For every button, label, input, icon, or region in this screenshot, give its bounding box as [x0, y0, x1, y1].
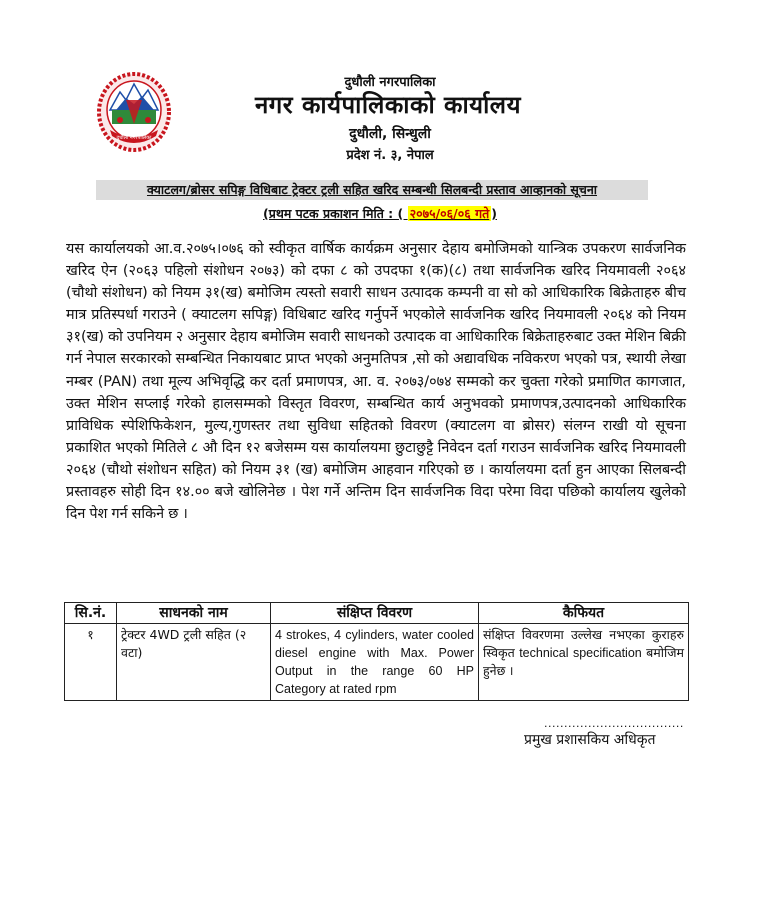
cell-description: 4 strokes, 4 cylinders, water cooled diesel engine with Max. Power Output in the range 60 HP Category at rated rpm	[271, 624, 479, 701]
header-brief-description: संक्षिप्त विवरण	[271, 603, 479, 624]
header-item-name: साधनको नाम	[117, 603, 271, 624]
table-header-row	[65, 603, 689, 624]
notice-title: क्याटलग/ब्रोसर सपिङ्ग विधिबाट ट्रेक्टर ट्रली सहित खरिद सम्बन्धी सिलबन्दी प्रस्ताव आव्हानको सूचना	[96, 180, 648, 200]
province-line: प्रदेश नं. ३, नेपाल	[346, 148, 434, 163]
publication-date-suffix: )	[491, 206, 497, 221]
publication-date-line	[0, 205, 760, 222]
items-table	[64, 602, 689, 701]
table-row	[65, 624, 689, 701]
notice-body: यस कार्यालयको आ.व.२०७५।०७६ को स्वीकृत वार्षिक कार्यक्रम अनुसार देहाय बमोजिमको यान्त्रिक उपकरण सार्वजनिक खरिद ऐन (२०६३ पहिलो संशोधन २०७३) को दफा ८ को उपदफा १(क)(८) तथा सार्वजनिक खरिद नियमावली २०६४ (चौथो संशोधन) को नियम ३१(ख) बमोजिम त्यस्तो सवारी साधन उत्पादक कम्पनी वा सो को आधिकारिक बिक्रेताहरु बीच मात्र प्रतिस्पर्धा गराउने ( क्याटलग सपिङ्ग) विधिबाट खरिद गर्नुपर्ने भएकोले सार्वजनिक खरिद नियमावली २०६४ को नियम ३१(ख) को उपनियम २ अनुसार देहाय बमोजिम सवारी साधनको उत्पादक वा आधिकारिक बिक्रेताहरुबाट उक्त मेशिन बिक्री गर्न नेपाल सरकारको सम्बन्धित निकायबाट प्राप्त भएको अनुमतिपत्र ,सो को अद्यावधिक नविकरण भएको पत्र, स्थायी लेखा नम्बर (PAN) तथा मूल्य अभिवृद्धि कर दर्ता प्रमाणपत्र, आ. व. २०७३/०७४ सम्मको कर चुक्ता गरेको प्रमाणित कागजात, उक्त मेशिन सप्लाई गरेको हालसम्मको विस्तृत विवरण, सम्बन्धित कार्य अनुभवको प्रमाणपत्र,उत्पादनको आधिकारिक प्राविधिक स्पेशिफिकेशन, मुल्य,गुणस्तर तथा सुविधा सहितको विवरण (क्याटलग वा ब्रोसर) संलग्न राखी यो सूचना प्रकाशित भएको मितिले ८ औ दिन १२ बजेसम्म यस कार्यालयमा छुटाछुट्टै निवेदन दर्ता गराउन सार्वजनिक खरिद नियमावली २०६४ (चौथो संशोधन सहित) को नियम ३१ (ख) बमोजिम आहवान गरिएको छ । कार्यालयमा दर्ता हुन आएका सिलबन्दी प्रस्तावहरु सोही दिन १४.०० बजे खोलिनेछ । पेश गर्ने अन्तिम दिन सार्वजनिक विदा परेमा विदा पछिको कार्यालय खुलेको दिन पेश गर्न सकिने छ ।	[66, 241, 686, 523]
header-serial-number: सि.नं.	[65, 603, 117, 624]
header-remarks: कैफियत	[479, 603, 689, 624]
publication-date-prefix: (प्रथम पटक प्रकाशन मिति : (	[263, 206, 408, 221]
office-location: दुधौली, सिन्धुली	[349, 126, 431, 142]
cell-remarks: संक्षिप्त विवरणमा उल्लेख नभएका कुराहरु स्विकृत technical specification बमोजिम हुनेछ ।	[479, 624, 689, 701]
signature-line: ...................................	[544, 717, 684, 730]
emblem-text: दुधौली नगरपालिका	[116, 135, 152, 141]
cell-serial-number: १	[65, 624, 117, 701]
cell-item-name: ट्रेक्टर 4WD ट्रली सहित (२ वटा)	[117, 624, 271, 701]
signer-title: प्रमुख प्रशासकिय अधिकृत	[524, 732, 656, 748]
municipality-name: दुधौली नगरपालिका	[344, 75, 436, 90]
publication-date: २०७५/०६/०६ गते	[409, 206, 490, 221]
office-title: नगर कार्यपालिकाको कार्यालय	[254, 91, 522, 119]
